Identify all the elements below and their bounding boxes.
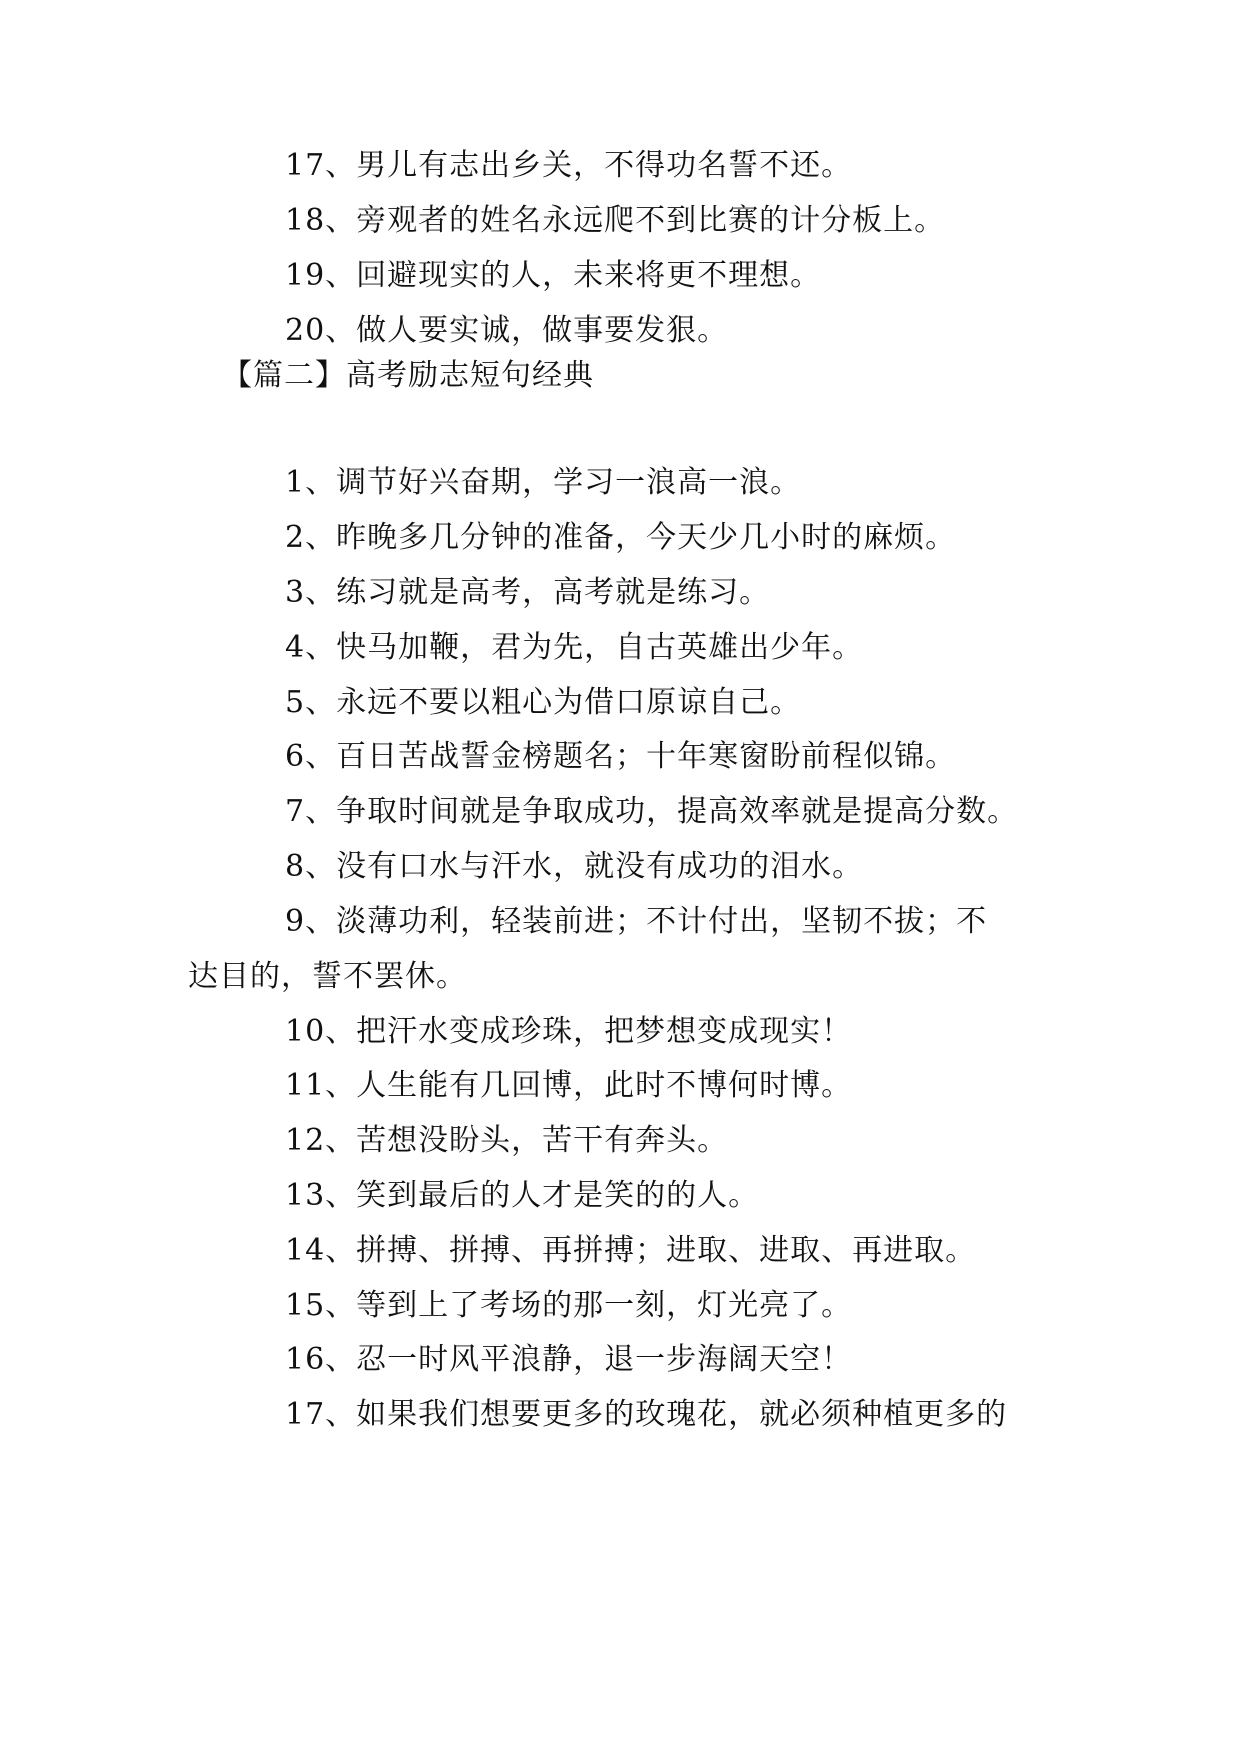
section-heading: 【篇二】高考励志短句经典 [222,358,594,393]
list-item: 16、忍一时风平浪静，退一步海阔天空！ [285,1342,853,1377]
list-item: 8、没有口水与汗水，就没有成功的泪水。 [285,849,864,884]
list-item: 12、苦想没盼头，苦干有奔头。 [285,1123,729,1158]
list-item: 2、昨晚多几分钟的准备，今天少几小时的麻烦。 [285,520,957,555]
list-item: 6、百日苦战誓金榜题名；十年寒窗盼前程似锦。 [285,739,957,774]
list-item: 9、淡薄功利，轻装前进；不计付出，坚韧不拔；不 [285,904,988,939]
list-item: 10、把汗水变成珍珠，把梦想变成现实！ [285,1014,853,1049]
list-item-continuation: 达目的，誓不罢休。 [188,959,467,994]
list-item: 7、争取时间就是争取成功，提高效率就是提高分数。 [285,794,1019,829]
list-item: 19、回避现实的人，未来将更不理想。 [285,258,822,293]
list-item: 1、调节好兴奋期，学习一浪高一浪。 [285,465,802,500]
list-item: 15、等到上了考场的那一刻，灯光亮了。 [285,1288,853,1323]
list-item: 17、如果我们想要更多的玫瑰花，就必须种植更多的 [285,1397,1008,1432]
list-item: 14、拼搏、拼搏、再拼搏；进取、进取、再进取。 [285,1233,977,1268]
list-item: 13、笑到最后的人才是笑的的人。 [285,1178,760,1213]
list-item: 5、永远不要以粗心为借口原谅自己。 [285,685,802,720]
list-item: 3、练习就是高考，高考就是练习。 [285,575,771,610]
list-item: 20、做人要实诚，做事要发狠。 [285,313,729,348]
list-item: 17、男儿有志出乡关，不得功名誓不还。 [285,148,853,183]
list-item: 11、人生能有几回博，此时不博何时博。 [285,1068,853,1103]
list-item: 4、快马加鞭，君为先，自古英雄出少年。 [285,630,864,665]
list-item: 18、旁观者的姓名永远爬不到比赛的计分板上。 [285,203,946,238]
